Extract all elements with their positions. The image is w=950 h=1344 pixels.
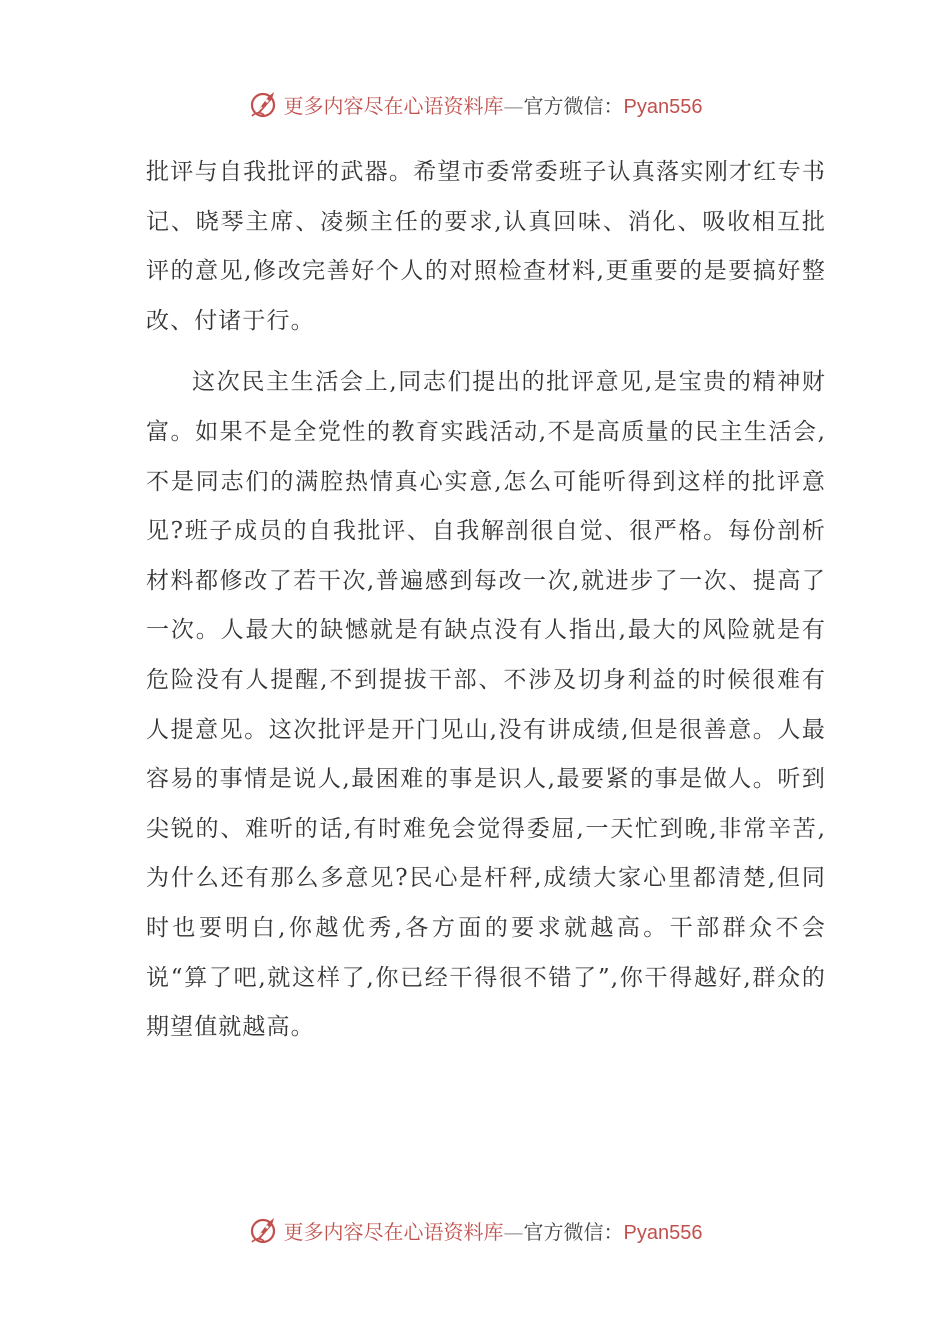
header-site-text: 更多内容尽在心语资料库 bbox=[283, 93, 504, 118]
paragraph-2: 这次民主生活会上,同志们提出的批评意见,是宝贵的精神财富。如果不是全党性的教育实践活动,不是高质量的民主生活会,不是同志们的满腔热情真心实意,怎么可能听得到这样的批评意见?班子成员的自我批评、自我解剖很自觉、很严格。每份剖析材料都修改了若干次,普遍感到每改一次,就进步了一次、提高了一次。人最大的缺憾就是有缺点没有人指出,最大的风险就是有危险没有人提醒,不到提拔干部、不涉及切身利益的时候很难有人提意见。这次批评是开门见山,没有讲成绩,但是很善意。人最容易的事情是说人,最困难的事是识人,最要紧的事是做人。听到尖锐的、难听的话,有时难免会觉得委屈,一天忙到晚,非常辛苦,为什么还有那么多意见?民心是杆秤,成绩大家心里都清楚,但同时也要明白,你越优秀,各方面的要求就越高。干部群众不会说“算了吧,就这样了,你已经干得很不错了”,你干得越好,群众的期望值就越高。 bbox=[146, 369, 826, 1041]
footer-wechat-id: Pyan556 bbox=[623, 1221, 703, 1244]
header-wechat-id: Pyan556 bbox=[623, 95, 703, 118]
header-dash: — bbox=[503, 93, 524, 118]
header-wechat-label: 官方微信： bbox=[523, 93, 624, 118]
footer-wechat-label: 官方微信： bbox=[523, 1219, 624, 1244]
pen-nib-logo-icon bbox=[248, 88, 280, 120]
header-banner bbox=[0, 86, 950, 122]
document-body bbox=[146, 148, 826, 1053]
footer-site-text: 更多内容尽在心语资料库 bbox=[283, 1219, 504, 1244]
pen-nib-logo-icon bbox=[248, 1214, 280, 1246]
header-banner-text bbox=[284, 90, 703, 119]
paragraph-1: 批评与自我批评的武器。希望市委常委班子认真落实刚才红专书记、晓琴主席、凌频主任的要求,认真回味、消化、吸收相互批评的意见,修改完善好个人的对照检查材料,更重要的是要搞好整改、付诸于行。 bbox=[146, 159, 826, 334]
footer-dash: — bbox=[503, 1219, 524, 1244]
footer-banner-text bbox=[284, 1216, 703, 1245]
footer-banner bbox=[0, 1212, 950, 1248]
